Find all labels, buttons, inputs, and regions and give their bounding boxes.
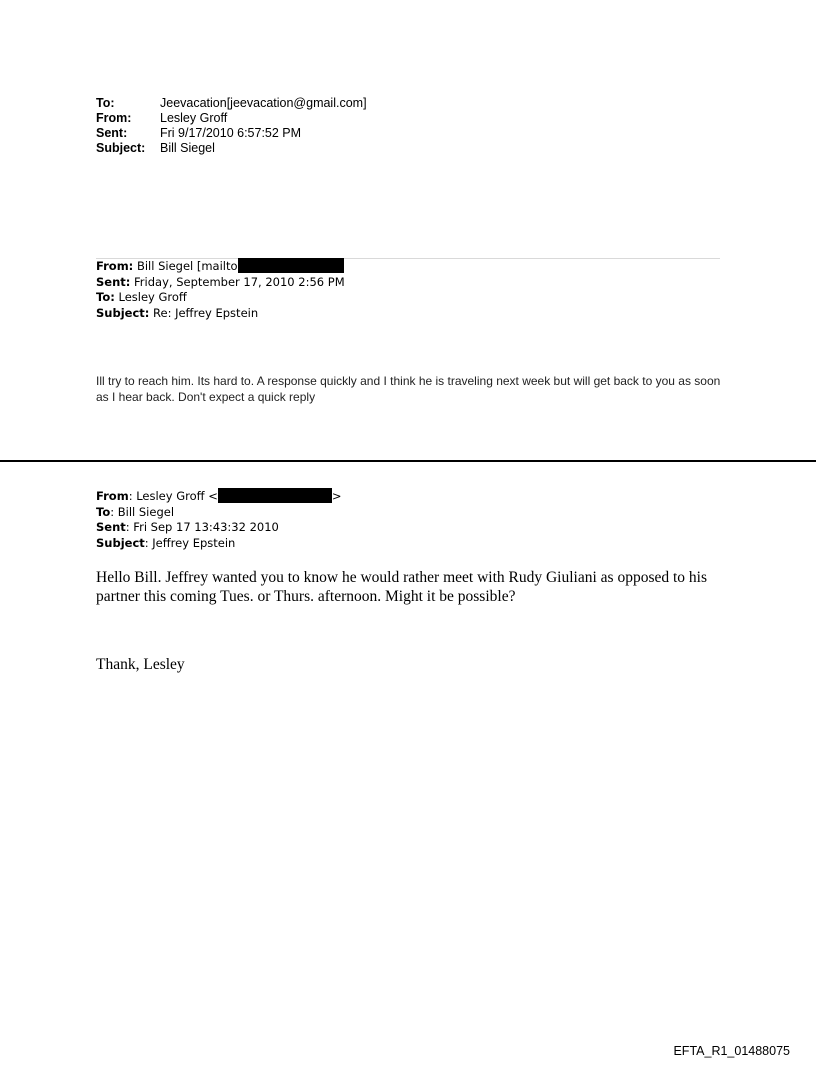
original-subject-row [96,536,342,552]
to-value: Jeevacation[jeevacation@gmail.com] [160,96,367,110]
reply-to-label: To: [96,290,115,304]
redaction-bar [238,258,344,273]
original-subject-value: : Jeffrey Epstein [144,535,236,550]
original-to-label: To [96,504,111,519]
original-sent-value: : Fri Sep 17 13:43:32 2010 [125,520,279,534]
original-from-close: > [331,489,342,503]
original-from-label: From [96,489,129,503]
reply-subject-row [96,306,345,322]
from-label: From: [96,111,132,125]
original-to-value: : Bill Siegel [110,504,175,519]
original-from-row [96,488,342,505]
subject-value: Bill Siegel [160,141,215,155]
sent-value: Fri 9/17/2010 6:57:52 PM [160,126,302,140]
reply-from-label: From: [96,259,134,273]
original-header [96,488,342,551]
header-to-row [96,96,367,111]
reply-subject-label: Subject: [96,305,150,320]
document-id: EFTA_R1_01488075 [673,1044,790,1058]
sent-label: Sent: [96,126,128,140]
email-header [96,96,367,156]
reply-subject-value: Re: Jeffrey Epstein [153,305,259,320]
reply-header [96,258,345,321]
reply-sent-label: Sent: [96,274,131,289]
original-subject-label: Subject [96,535,145,550]
original-from-value: : Lesley Groff < [128,489,218,503]
reply-to-row [96,290,345,306]
reply-to-value: Lesley Groff [118,290,187,304]
header-subject-row [96,141,367,156]
to-label: To: [96,96,115,110]
signoff: Thank, Lesley [96,656,185,673]
header-sent-row [96,126,367,141]
original-sent-row [96,520,342,536]
reply-sent-value: Friday, September 17, 2010 2:56 PM [134,274,345,289]
reply-body: Ill try to reach him. Its hard to. A response quickly and I think he is traveling next week but will get back to you as soon as I hear back. Don't expect a quick reply [96,374,721,404]
section-divider [0,460,816,462]
original-body: Hello Bill. Jeffrey wanted you to know he would rather meet with Rudy Giuliani as opposed to his partner this coming Tues. or Thurs. afternoon. Might it be possible? [96,569,708,605]
reply-from-row [96,258,345,275]
original-to-row [96,505,342,521]
subject-label: Subject: [96,141,146,155]
header-from-row [96,111,367,126]
from-value: Lesley Groff [160,111,228,125]
redaction-bar [218,488,332,503]
original-sent-label: Sent [96,520,126,534]
reply-sent-row [96,275,345,291]
reply-from-value: Bill Siegel [mailto [136,259,238,273]
